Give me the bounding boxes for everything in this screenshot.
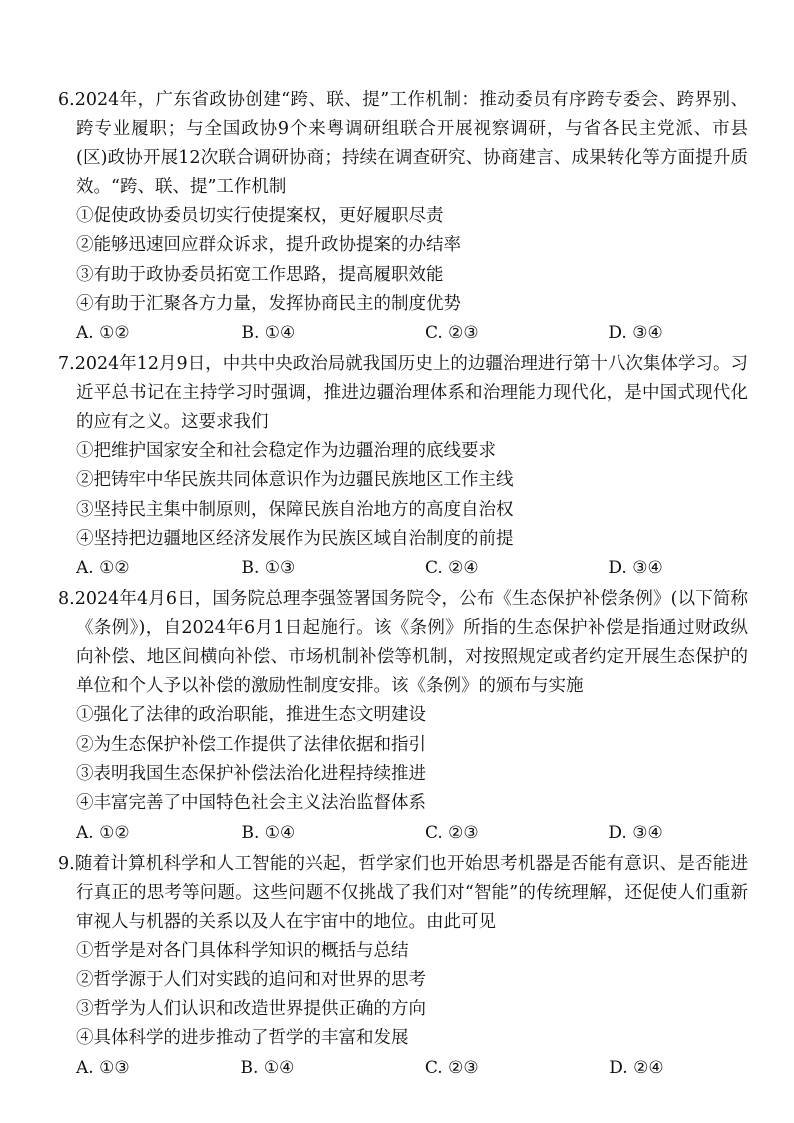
option-1: ①强化了法律的政治职能，推进生态文明建设 (76, 705, 426, 726)
answer-b[interactable]: B. ①④ (241, 323, 296, 344)
question-stem (58, 86, 748, 202)
option-4: ④具体科学的进步推动了哲学的丰富和发展 (76, 1028, 409, 1049)
option-1: ①把维护国家安全和社会稳定作为边疆治理的底线要求 (76, 441, 496, 462)
option-2: ②能够迅速回应群众诉求，提升政协提案的办结率 (76, 235, 461, 256)
answer-choices (58, 319, 748, 348)
answer-a[interactable]: A. ①③ (76, 1057, 130, 1078)
question-number: 8. (58, 589, 75, 610)
question-stem-text: 2024年12月9日，中共中央政治局就我国历史上的边疆治理进行第十八次集体学习。习近平总书记在主持学习时强调，推进边疆治理体系和治理能力现代化，是中国式现代化的应有之义。这要求我们 (74, 354, 748, 433)
option-2: ②把铸牢中华民族共同体意识作为边疆民族地区工作主线 (76, 470, 514, 491)
answer-b[interactable]: B. ①④ (241, 822, 296, 843)
question-7 (58, 350, 748, 583)
question-stem-text: 随着计算机科学和人工智能的兴起，哲学家们也开始思考机器是否能有意识、是否能进行真正的思考等问题。这些问题不仅挑战了我们对“智能”的传统理解，还促使人们重新审视人与机器的关系以及人在宇宙中的地位。由此可见 (74, 853, 748, 932)
question-6 (58, 86, 748, 348)
answer-d[interactable]: D. ③④ (608, 558, 663, 579)
question-number: 9. (58, 853, 75, 874)
option-2: ②哲学源于人们对实践的追问和对世界的思考 (76, 969, 426, 990)
answer-a[interactable]: A. ①② (76, 558, 130, 579)
answer-d[interactable]: D. ③④ (608, 323, 663, 344)
option-3: ③有助于政协委员拓宽工作思路，提高履职效能 (76, 264, 444, 285)
answer-d[interactable]: D. ②④ (609, 1057, 664, 1078)
option-1: ①哲学是对各门具体科学知识的概括与总结 (76, 940, 409, 961)
answer-a[interactable]: A. ①② (76, 822, 130, 843)
answer-a[interactable]: A. ①② (76, 323, 130, 344)
answer-c[interactable]: C. ②④ (424, 558, 479, 579)
option-4: ④坚持把边疆地区经济发展作为民族区域自治制度的前提 (76, 529, 514, 550)
question-stem-text: 2024年4月6日，国务院总理李强签署国务院令，公布《生态保护补偿条例》(以下简称《条例》)，自2024年6月1日起施行。该《条例》所指的生态保护补偿是指通过财政纵向补偿、地区间横向补偿、市场机制补偿等机制，对按照规定或者约定开展生态保护的单位和个人予以补偿的激励性制度安排。该《条例》的颁布与实施 (74, 589, 748, 697)
answer-b[interactable]: B. ①④ (240, 1057, 295, 1078)
question-9 (58, 850, 748, 1083)
question-number: 7. (58, 354, 75, 375)
question-stem-text: 2024年，广东省政协创建“跨、联、提”工作机制：推动委员有序跨专委会、跨界别、跨专业履职；与全国政协9个来粤调研组联合开展视察调研，与省各民主党派、市县(区)政协开展12次联合调研协商；持续在调查研究、协商建言、成果转化等方面提升质效。“跨、联、提”工作机制 (74, 90, 748, 197)
question-stem (58, 350, 748, 437)
answer-c[interactable]: C. ②③ (424, 822, 479, 843)
question-8 (58, 585, 748, 847)
option-1: ①促使政协委员切实行使提案权，更好履职尽责 (76, 206, 444, 226)
option-3: ③坚持民主集中制原则，保障民族自治地方的高度自治权 (76, 499, 514, 520)
answer-c[interactable]: C. ②③ (424, 323, 479, 344)
answer-b[interactable]: B. ①③ (241, 558, 296, 579)
option-2: ②为生态保护补偿工作提供了法律依据和指引 (76, 734, 426, 755)
option-3: ③哲学为人们认识和改造世界提供正确的方向 (76, 999, 426, 1020)
answer-choices (58, 819, 748, 848)
question-stem (58, 850, 748, 937)
answer-choices (58, 1054, 748, 1083)
answer-c[interactable]: C. ②③ (424, 1057, 479, 1078)
question-stem (58, 585, 748, 701)
option-4: ④有助于汇聚各方力量，发挥协商民主的制度优势 (76, 293, 461, 314)
answer-d[interactable]: D. ③④ (608, 822, 663, 843)
option-4: ④丰富完善了中国特色社会主义法治监督体系 (76, 793, 426, 814)
option-3: ③表明我国生态保护补偿法治化进程持续推进 (76, 763, 426, 784)
answer-choices (58, 554, 748, 583)
question-number: 6. (58, 90, 75, 110)
